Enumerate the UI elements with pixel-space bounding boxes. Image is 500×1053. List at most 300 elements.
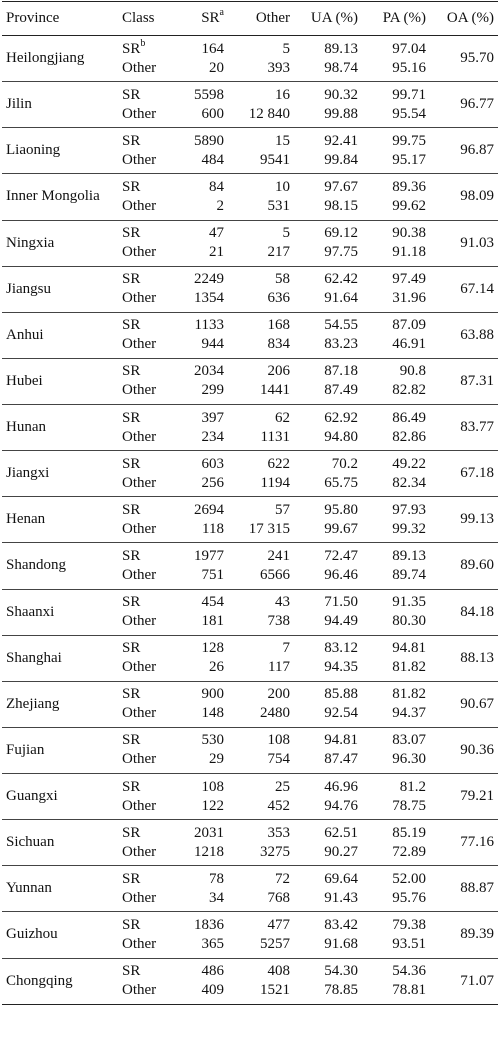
pa-cell bbox=[362, 681, 430, 727]
ua-cell-other-value: 94.80 bbox=[324, 428, 358, 445]
pa-cell-other-value: 82.34 bbox=[392, 474, 426, 491]
class-sr-label: SR bbox=[122, 870, 141, 887]
header-pa: PA (%) bbox=[362, 2, 430, 36]
other-cell bbox=[228, 220, 294, 266]
ua-cell-other-value: 94.76 bbox=[324, 797, 358, 814]
province-cell: Inner Mongolia bbox=[2, 174, 118, 220]
other-cell bbox=[228, 635, 294, 681]
ua-cell-sr-value: 72.47 bbox=[324, 547, 358, 564]
pa-cell bbox=[362, 820, 430, 866]
table-row bbox=[2, 174, 498, 220]
province-cell: Anhui bbox=[2, 312, 118, 358]
table-row bbox=[2, 220, 498, 266]
sr-cell-sr-value: 2031 bbox=[194, 824, 224, 841]
sr-cell-sr-value: 108 bbox=[201, 778, 224, 795]
table-row bbox=[2, 358, 498, 404]
class-cell bbox=[118, 128, 170, 174]
other-cell-other-value: 452 bbox=[267, 797, 290, 814]
ua-cell-other-value: 91.68 bbox=[324, 935, 358, 952]
oa-cell: 95.70 bbox=[430, 36, 498, 82]
ua-cell-other-value: 87.49 bbox=[324, 382, 358, 399]
pa-cell-other-value: 82.86 bbox=[392, 428, 426, 445]
other-cell-sr-value: 108 bbox=[267, 732, 290, 749]
sr-cell bbox=[170, 451, 228, 497]
pa-cell-sr-value: 86.49 bbox=[392, 409, 426, 426]
sr-cell bbox=[170, 36, 228, 82]
class-sr-line bbox=[122, 224, 166, 243]
other-cell-other-value: 117 bbox=[268, 659, 290, 676]
class-other-label: Other bbox=[122, 382, 157, 399]
class-sr-line bbox=[122, 37, 166, 59]
ua-cell-sr-value: 71.50 bbox=[324, 594, 358, 611]
sr-cell-other-value: 148 bbox=[201, 705, 224, 722]
sr-cell-sr-value: 1836 bbox=[194, 916, 224, 933]
ua-cell-sr-value: 89.13 bbox=[324, 40, 358, 57]
ua-cell bbox=[294, 727, 362, 773]
other-cell-other-value: 636 bbox=[267, 290, 290, 307]
province-cell: Jiangsu bbox=[2, 266, 118, 312]
pa-cell bbox=[362, 497, 430, 543]
province-cell: Zhejiang bbox=[2, 681, 118, 727]
class-sr-label: SR bbox=[122, 640, 141, 657]
pa-cell-other-value: 95.16 bbox=[392, 59, 426, 76]
pa-cell-sr-value: 97.93 bbox=[392, 501, 426, 518]
class-sr-label: SR bbox=[122, 501, 141, 518]
pa-cell-sr-value: 90.8 bbox=[399, 363, 426, 380]
ua-cell-other-value: 96.46 bbox=[324, 566, 358, 583]
other-cell bbox=[228, 312, 294, 358]
class-sr-label: SR bbox=[122, 40, 141, 57]
ua-cell-sr-value: 62.42 bbox=[324, 271, 358, 288]
class-sr-line bbox=[122, 916, 166, 935]
ua-cell-other-value: 99.67 bbox=[324, 520, 358, 537]
class-sr-label: SR bbox=[122, 86, 141, 103]
ua-cell bbox=[294, 174, 362, 220]
pa-cell-sr-value: 91.35 bbox=[392, 594, 426, 611]
province-cell: Shandong bbox=[2, 543, 118, 589]
class-cell bbox=[118, 220, 170, 266]
class-sr-line bbox=[122, 86, 166, 105]
table-header bbox=[2, 2, 498, 36]
pa-cell-sr-value: 90.38 bbox=[392, 225, 426, 242]
pa-cell-other-value: 78.81 bbox=[392, 982, 426, 999]
ua-cell-sr-value: 62.92 bbox=[324, 409, 358, 426]
province-cell: Fujian bbox=[2, 727, 118, 773]
oa-cell: 63.88 bbox=[430, 312, 498, 358]
ua-cell-other-value: 98.74 bbox=[324, 59, 358, 76]
class-other-label: Other bbox=[122, 244, 157, 261]
class-cell bbox=[118, 774, 170, 820]
ua-cell-sr-value: 97.67 bbox=[324, 178, 358, 195]
class-sr-label: SR bbox=[122, 409, 141, 426]
table-body bbox=[2, 36, 498, 1005]
pa-cell-other-value: 46.91 bbox=[392, 336, 426, 353]
pa-cell-other-value: 95.17 bbox=[392, 151, 426, 168]
pa-cell-sr-value: 89.13 bbox=[392, 547, 426, 564]
ua-cell bbox=[294, 543, 362, 589]
other-cell-sr-value: 7 bbox=[282, 640, 290, 657]
other-cell-sr-value: 57 bbox=[275, 501, 290, 518]
class-cell bbox=[118, 958, 170, 1004]
class-sr-label: SR bbox=[122, 778, 141, 795]
class-cell bbox=[118, 451, 170, 497]
class-cell bbox=[118, 266, 170, 312]
other-cell-other-value: 2480 bbox=[260, 705, 290, 722]
pa-cell-sr-value: 83.07 bbox=[392, 732, 426, 749]
ua-cell bbox=[294, 497, 362, 543]
table-row bbox=[2, 912, 498, 958]
sr-cell bbox=[170, 820, 228, 866]
sr-cell-other-value: 2 bbox=[216, 197, 224, 214]
other-cell-other-value: 5257 bbox=[260, 935, 290, 952]
pa-cell-sr-value: 85.19 bbox=[392, 824, 426, 841]
sr-cell-sr-value: 454 bbox=[201, 594, 224, 611]
ua-cell-sr-value: 94.81 bbox=[324, 732, 358, 749]
other-cell bbox=[228, 820, 294, 866]
table-row bbox=[2, 820, 498, 866]
sr-cell-other-value: 600 bbox=[201, 105, 224, 122]
class-other-label: Other bbox=[122, 659, 157, 676]
other-cell bbox=[228, 543, 294, 589]
sr-cell-other-value: 21 bbox=[209, 244, 224, 261]
ua-cell bbox=[294, 774, 362, 820]
sr-cell-other-value: 122 bbox=[201, 797, 224, 814]
sr-cell bbox=[170, 866, 228, 912]
class-other-label: Other bbox=[122, 566, 157, 583]
other-cell-other-value: 9541 bbox=[260, 151, 290, 168]
province-cell: Guangxi bbox=[2, 774, 118, 820]
class-sr-footnote: b bbox=[140, 37, 146, 49]
sr-cell-other-value: 1354 bbox=[194, 290, 224, 307]
other-cell-sr-value: 16 bbox=[275, 86, 290, 103]
pa-cell bbox=[362, 451, 430, 497]
other-cell-sr-value: 168 bbox=[267, 317, 290, 334]
oa-cell: 87.31 bbox=[430, 358, 498, 404]
pa-cell-other-value: 95.76 bbox=[392, 889, 426, 906]
ua-cell bbox=[294, 589, 362, 635]
sr-cell-other-value: 409 bbox=[201, 982, 224, 999]
pa-cell-sr-value: 97.49 bbox=[392, 271, 426, 288]
ua-cell-other-value: 83.23 bbox=[324, 336, 358, 353]
sr-cell-other-value: 484 bbox=[201, 151, 224, 168]
table-row bbox=[2, 774, 498, 820]
class-sr-line bbox=[122, 824, 166, 843]
class-other-label: Other bbox=[122, 613, 157, 630]
table-row bbox=[2, 681, 498, 727]
header-oa: OA (%) bbox=[430, 2, 498, 36]
other-cell bbox=[228, 451, 294, 497]
class-cell bbox=[118, 635, 170, 681]
ua-cell-sr-value: 92.41 bbox=[324, 132, 358, 149]
sr-cell-sr-value: 1977 bbox=[194, 547, 224, 564]
class-sr-label: SR bbox=[122, 547, 141, 564]
other-cell-sr-value: 5 bbox=[282, 225, 290, 242]
sr-cell-other-value: 234 bbox=[201, 428, 224, 445]
ua-cell-other-value: 94.49 bbox=[324, 613, 358, 630]
class-sr-label: SR bbox=[122, 594, 141, 611]
other-cell-other-value: 531 bbox=[267, 197, 290, 214]
other-cell bbox=[228, 266, 294, 312]
class-sr-label: SR bbox=[122, 686, 141, 703]
other-cell-other-value: 1194 bbox=[260, 474, 290, 491]
class-cell bbox=[118, 358, 170, 404]
class-sr-label: SR bbox=[122, 317, 141, 334]
other-cell-sr-value: 10 bbox=[275, 178, 290, 195]
pa-cell bbox=[362, 958, 430, 1004]
ua-cell bbox=[294, 681, 362, 727]
ua-cell bbox=[294, 958, 362, 1004]
province-cell: Yunnan bbox=[2, 866, 118, 912]
oa-cell: 91.03 bbox=[430, 220, 498, 266]
oa-cell: 96.87 bbox=[430, 128, 498, 174]
pa-cell bbox=[362, 405, 430, 451]
sr-cell bbox=[170, 220, 228, 266]
other-cell-other-value: 6566 bbox=[260, 566, 290, 583]
pa-cell bbox=[362, 912, 430, 958]
other-cell-sr-value: 622 bbox=[267, 455, 290, 472]
province-cell: Chongqing bbox=[2, 958, 118, 1004]
table-row bbox=[2, 958, 498, 1004]
pa-cell-sr-value: 52.00 bbox=[392, 870, 426, 887]
oa-cell: 89.60 bbox=[430, 543, 498, 589]
ua-cell-sr-value: 85.88 bbox=[324, 686, 358, 703]
sr-cell-other-value: 26 bbox=[209, 659, 224, 676]
table-row bbox=[2, 727, 498, 773]
pa-cell-other-value: 89.74 bbox=[392, 566, 426, 583]
pa-cell-sr-value: 97.04 bbox=[392, 40, 426, 57]
sr-cell bbox=[170, 774, 228, 820]
header-ua: UA (%) bbox=[294, 2, 362, 36]
sr-cell bbox=[170, 543, 228, 589]
header-row bbox=[2, 2, 498, 36]
other-cell-other-value: 3275 bbox=[260, 843, 290, 860]
sr-cell-sr-value: 530 bbox=[201, 732, 224, 749]
other-cell bbox=[228, 174, 294, 220]
ua-cell-sr-value: 62.51 bbox=[324, 824, 358, 841]
sr-cell-other-value: 118 bbox=[202, 520, 224, 537]
pa-cell bbox=[362, 128, 430, 174]
pa-cell bbox=[362, 312, 430, 358]
sr-cell-other-value: 256 bbox=[201, 474, 224, 491]
sr-cell-sr-value: 397 bbox=[201, 409, 224, 426]
pa-cell bbox=[362, 727, 430, 773]
pa-cell-other-value: 99.32 bbox=[392, 520, 426, 537]
other-cell-other-value: 754 bbox=[267, 751, 290, 768]
oa-cell: 88.13 bbox=[430, 635, 498, 681]
pa-cell bbox=[362, 635, 430, 681]
pa-cell-sr-value: 99.71 bbox=[392, 86, 426, 103]
class-sr-label: SR bbox=[122, 824, 141, 841]
class-sr-line bbox=[122, 547, 166, 566]
oa-cell: 90.36 bbox=[430, 727, 498, 773]
other-cell-other-value: 1131 bbox=[260, 428, 290, 445]
class-other-label: Other bbox=[122, 59, 157, 76]
province-cell: Ningxia bbox=[2, 220, 118, 266]
other-cell bbox=[228, 681, 294, 727]
class-cell bbox=[118, 405, 170, 451]
sr-cell-other-value: 751 bbox=[201, 566, 224, 583]
ua-cell bbox=[294, 82, 362, 128]
class-other-label: Other bbox=[122, 751, 157, 768]
sr-cell bbox=[170, 174, 228, 220]
class-other-label: Other bbox=[122, 797, 157, 814]
sr-cell bbox=[170, 635, 228, 681]
sr-cell bbox=[170, 266, 228, 312]
other-cell-sr-value: 5 bbox=[282, 40, 290, 57]
ua-cell bbox=[294, 451, 362, 497]
ua-cell bbox=[294, 820, 362, 866]
class-sr-line bbox=[122, 731, 166, 750]
pa-cell bbox=[362, 358, 430, 404]
pa-cell-other-value: 80.30 bbox=[392, 613, 426, 630]
header-sr-label: SR bbox=[201, 10, 220, 26]
other-cell-sr-value: 408 bbox=[267, 963, 290, 980]
class-cell bbox=[118, 543, 170, 589]
other-cell-sr-value: 72 bbox=[275, 870, 290, 887]
oa-cell: 89.39 bbox=[430, 912, 498, 958]
oa-cell: 90.67 bbox=[430, 681, 498, 727]
class-cell bbox=[118, 866, 170, 912]
pa-cell-other-value: 91.18 bbox=[392, 244, 426, 261]
ua-cell-other-value: 99.84 bbox=[324, 151, 358, 168]
ua-cell-other-value: 91.43 bbox=[324, 889, 358, 906]
ua-cell-other-value: 94.35 bbox=[324, 659, 358, 676]
sr-cell-sr-value: 5890 bbox=[194, 132, 224, 149]
header-other: Other bbox=[228, 2, 294, 36]
pa-cell bbox=[362, 82, 430, 128]
province-cell: Heilongjiang bbox=[2, 36, 118, 82]
sr-cell-sr-value: 2249 bbox=[194, 271, 224, 288]
oa-cell: 88.87 bbox=[430, 866, 498, 912]
pa-cell-sr-value: 79.38 bbox=[392, 916, 426, 933]
ua-cell-sr-value: 54.55 bbox=[324, 317, 358, 334]
other-cell bbox=[228, 958, 294, 1004]
other-cell bbox=[228, 82, 294, 128]
header-sr-footnote: a bbox=[219, 7, 224, 18]
sr-cell bbox=[170, 405, 228, 451]
class-cell bbox=[118, 727, 170, 773]
other-cell bbox=[228, 36, 294, 82]
class-cell bbox=[118, 912, 170, 958]
class-sr-label: SR bbox=[122, 732, 141, 749]
pa-cell-sr-value: 54.36 bbox=[392, 963, 426, 980]
sr-cell bbox=[170, 912, 228, 958]
class-other-label: Other bbox=[122, 290, 157, 307]
other-cell-sr-value: 58 bbox=[275, 271, 290, 288]
other-cell-other-value: 768 bbox=[267, 889, 290, 906]
province-cell: Shaanxi bbox=[2, 589, 118, 635]
sr-cell bbox=[170, 589, 228, 635]
ua-cell bbox=[294, 220, 362, 266]
sr-cell-sr-value: 47 bbox=[209, 225, 224, 242]
class-cell bbox=[118, 820, 170, 866]
table-row bbox=[2, 128, 498, 174]
sr-cell bbox=[170, 497, 228, 543]
pa-cell bbox=[362, 266, 430, 312]
class-other-label: Other bbox=[122, 151, 157, 168]
ua-cell bbox=[294, 866, 362, 912]
pa-cell-other-value: 31.96 bbox=[392, 290, 426, 307]
class-sr-label: SR bbox=[122, 271, 141, 288]
table-row bbox=[2, 497, 498, 543]
pa-cell-sr-value: 81.82 bbox=[392, 686, 426, 703]
pa-cell-other-value: 95.54 bbox=[392, 105, 426, 122]
ua-cell bbox=[294, 635, 362, 681]
pa-cell-sr-value: 99.75 bbox=[392, 132, 426, 149]
ua-cell bbox=[294, 128, 362, 174]
other-cell-other-value: 217 bbox=[267, 244, 290, 261]
ua-cell bbox=[294, 405, 362, 451]
class-sr-line bbox=[122, 593, 166, 612]
ua-cell-other-value: 98.15 bbox=[324, 197, 358, 214]
table-row bbox=[2, 82, 498, 128]
ua-cell-other-value: 87.47 bbox=[324, 751, 358, 768]
class-other-label: Other bbox=[122, 105, 157, 122]
ua-cell-sr-value: 70.2 bbox=[331, 455, 358, 472]
ua-cell-sr-value: 54.30 bbox=[324, 963, 358, 980]
sr-cell bbox=[170, 312, 228, 358]
pa-cell-sr-value: 94.81 bbox=[392, 640, 426, 657]
pa-cell bbox=[362, 543, 430, 589]
oa-cell: 79.21 bbox=[430, 774, 498, 820]
ua-cell-sr-value: 87.18 bbox=[324, 363, 358, 380]
other-cell-sr-value: 241 bbox=[267, 547, 290, 564]
class-other-label: Other bbox=[122, 843, 157, 860]
province-cell: Shanghai bbox=[2, 635, 118, 681]
pa-cell bbox=[362, 36, 430, 82]
class-sr-line bbox=[122, 316, 166, 335]
other-cell-sr-value: 353 bbox=[267, 824, 290, 841]
ua-cell bbox=[294, 266, 362, 312]
ua-cell-sr-value: 46.96 bbox=[324, 778, 358, 795]
class-sr-line bbox=[122, 870, 166, 889]
other-cell-other-value: 17 315 bbox=[248, 520, 290, 537]
class-other-label: Other bbox=[122, 428, 157, 445]
sr-cell-sr-value: 2694 bbox=[194, 501, 224, 518]
ua-cell-other-value: 78.85 bbox=[324, 982, 358, 999]
ua-cell-other-value: 92.54 bbox=[324, 705, 358, 722]
other-cell bbox=[228, 589, 294, 635]
class-other-label: Other bbox=[122, 474, 157, 491]
pa-cell-other-value: 93.51 bbox=[392, 935, 426, 952]
other-cell bbox=[228, 405, 294, 451]
sr-cell-other-value: 1218 bbox=[194, 843, 224, 860]
sr-cell-other-value: 944 bbox=[201, 336, 224, 353]
oa-cell: 96.77 bbox=[430, 82, 498, 128]
oa-cell: 83.77 bbox=[430, 405, 498, 451]
class-cell bbox=[118, 312, 170, 358]
other-cell bbox=[228, 774, 294, 820]
ua-cell-sr-value: 95.80 bbox=[324, 501, 358, 518]
sr-cell-sr-value: 486 bbox=[201, 963, 224, 980]
class-sr-line bbox=[122, 778, 166, 797]
other-cell-sr-value: 25 bbox=[275, 778, 290, 795]
oa-cell: 67.14 bbox=[430, 266, 498, 312]
sr-cell bbox=[170, 727, 228, 773]
other-cell-sr-value: 477 bbox=[267, 916, 290, 933]
class-sr-line bbox=[122, 132, 166, 151]
other-cell bbox=[228, 497, 294, 543]
other-cell-sr-value: 206 bbox=[267, 363, 290, 380]
class-sr-line bbox=[122, 685, 166, 704]
pa-cell bbox=[362, 866, 430, 912]
sr-cell-other-value: 365 bbox=[201, 935, 224, 952]
other-cell-sr-value: 62 bbox=[275, 409, 290, 426]
oa-cell: 98.09 bbox=[430, 174, 498, 220]
other-cell-other-value: 12 840 bbox=[248, 105, 290, 122]
class-sr-label: SR bbox=[122, 455, 141, 472]
class-other-label: Other bbox=[122, 982, 157, 999]
